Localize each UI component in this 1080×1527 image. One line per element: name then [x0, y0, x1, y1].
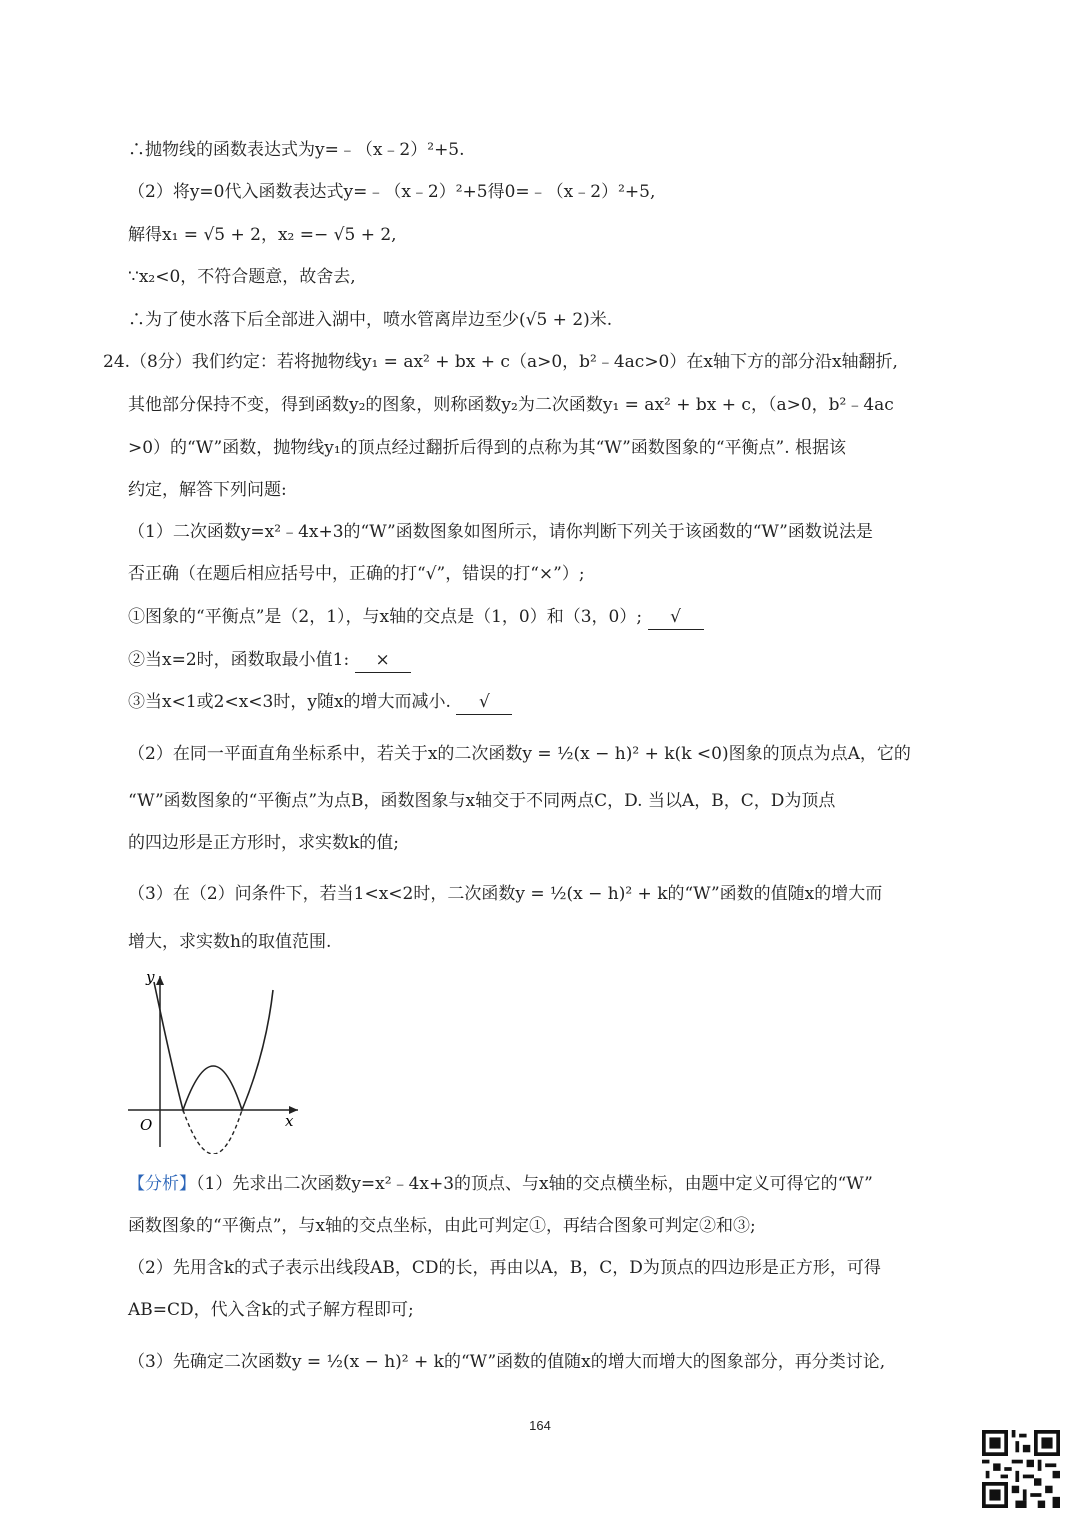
analysis-line-2: 函数图象的“平衡点”，与x轴的交点坐标，由此可判定①，再结合图象可判定②和③; [128, 1216, 756, 1236]
question-24-line-4: 约定，解答下列问题: [128, 480, 287, 500]
question-24-line-1: 24.（8分）我们约定：若将抛物线y₁ = ax² + bx + c（a>0，b²﹣4ac>0）在x轴下方的部分沿x轴翻折, [103, 352, 898, 372]
answer-3: √ [456, 690, 512, 715]
question-24-line-3: >0）的“W”函数，抛物线y₁的顶点经过翻折后得到的点称为其“W”函数图象的“平衡点”. 根据该 [128, 438, 847, 458]
statement-3 [128, 690, 512, 715]
y-axis-label: y [146, 968, 155, 986]
qr-code-icon [982, 1430, 1060, 1508]
analysis-line-3: （2）先用含k的式子表示出线段AB，CD的长，再由以A，B，C，D为顶点的四边形是正方形，可得 [128, 1258, 881, 1278]
line-2: （2）将y=0代入函数表达式y=﹣（x﹣2）²+5得0=﹣（x﹣2）²+5, [128, 182, 656, 202]
answer-1: √ [648, 605, 704, 630]
page-number: 164 [529, 1418, 551, 1433]
reflected-dashed-curve [183, 1110, 242, 1154]
analysis-line-1-text: （1）先求出二次函数y=x²﹣4x+3的顶点、与x轴的交点横坐标，由题中定义可得它的“W” [196, 1174, 873, 1194]
x-axis-label: x [285, 1112, 294, 1130]
analysis-line-4: AB=CD，代入含k的式子解方程即可; [128, 1300, 414, 1320]
analysis-tag: 【分析】 [128, 1174, 196, 1194]
question-24-line-2: 其他部分保持不变，得到函数y₂的图象，则称函数y₂为二次函数y₁ = ax² + bx + c，（a>0，b²﹣4ac [128, 395, 894, 415]
part-3-line-1: （3）在（2）问条件下，若当1<x<2时，二次函数y = ½(x − h)² + k的“W”函数的值随x的增大而 [128, 884, 883, 904]
part-1-line-1: （1）二次函数y=x²﹣4x+3的“W”函数图象如图所示，请你判断下列关于该函数的“W”函数说法是 [128, 522, 873, 542]
analysis-line-5: （3）先确定二次函数y = ½(x − h)² + k的“W”函数的值随x的增大而增大的图象部分，再分类讨论, [128, 1352, 886, 1372]
analysis-line-1 [128, 1172, 873, 1196]
line-5: ∴为了使水落下后全部进入湖中，喷水管离岸边至少(√5 + 2)米. [128, 310, 613, 330]
statement-3-text: ③当x<1或2<x<3时，y随x的增大而减小. [128, 692, 451, 712]
line-4: ∵x₂<0，不符合题意，故舍去, [128, 267, 356, 287]
y-axis-arrow-icon [156, 976, 164, 985]
w-curve [154, 982, 273, 1110]
statement-1 [128, 605, 704, 630]
part-2-line-3: 的四边形是正方形时，求实数k的值; [128, 833, 400, 853]
part-2-line-2: “W”函数图象的“平衡点”为点B，函数图象与x轴交于不同两点C，D. 当以A，B，C，D为顶点 [128, 791, 836, 811]
line-3: 解得x₁ = √5 + 2，x₂ =− √5 + 2, [128, 225, 397, 245]
origin-label: O [140, 1116, 153, 1134]
part-3-line-2: 增大，求实数h的取值范围. [128, 932, 332, 952]
line-1: ∴抛物线的函数表达式为y=﹣（x﹣2）²+5. [128, 140, 465, 160]
statement-2-text: ②当x=2时，函数取最小值1: [128, 650, 350, 670]
answer-2: × [355, 648, 411, 673]
statement-1-text: ①图象的“平衡点”是（2，1），与x轴的交点是（1，0）和（3，0）; [128, 607, 643, 627]
part-2-line-1: （2）在同一平面直角坐标系中，若关于x的二次函数y = ½(x − h)² + k(k <0)图象的顶点为点A，它的 [128, 744, 911, 764]
w-function-graph [118, 962, 308, 1154]
part-1-line-2: 否正确（在题后相应括号中，正确的打“√”，错误的打“×”）; [128, 564, 585, 584]
statement-2 [128, 648, 411, 673]
